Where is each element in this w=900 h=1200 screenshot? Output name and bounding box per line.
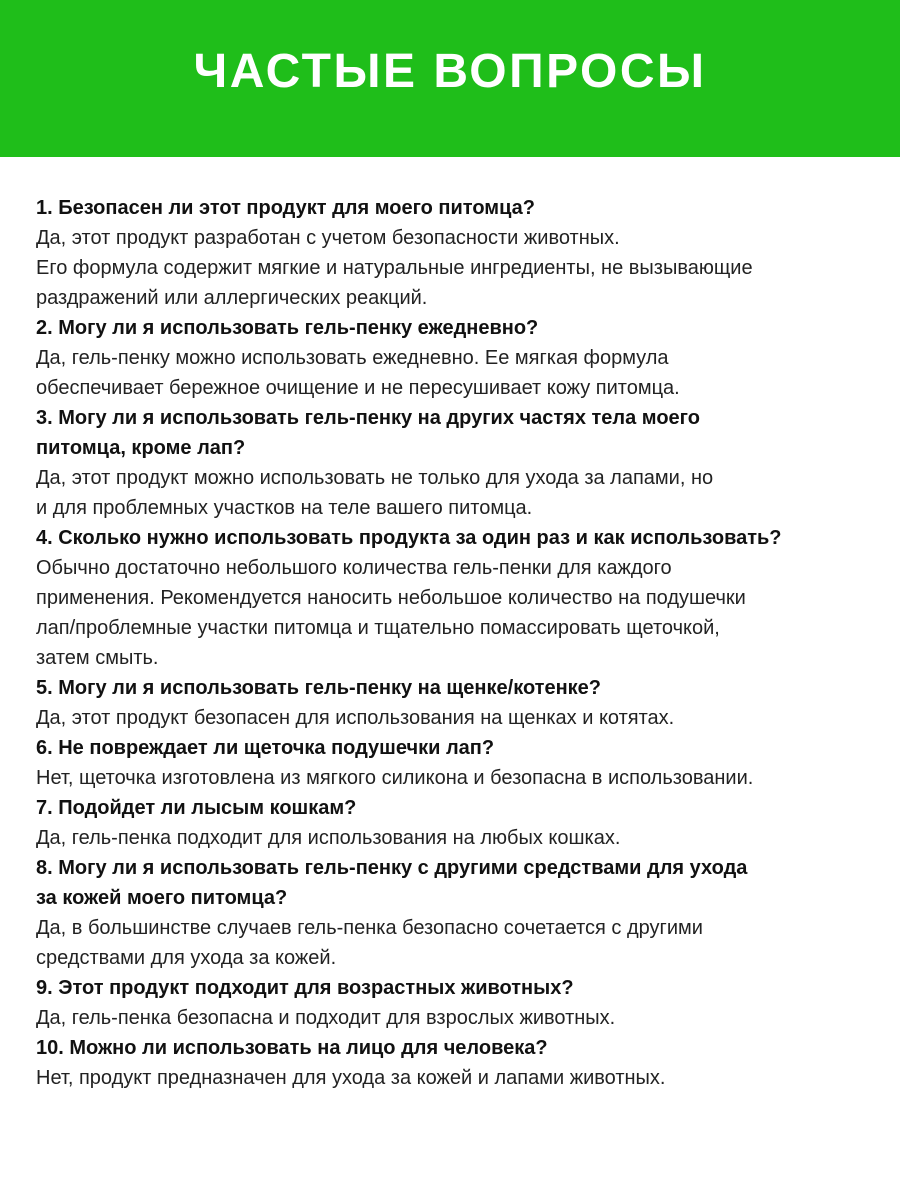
faq-answer: средствами для ухода за кожей. xyxy=(36,947,337,969)
faq-question: 10. Можно ли использовать на лицо для человека? xyxy=(36,1037,548,1059)
header-banner xyxy=(0,0,900,157)
faq-question: питомца, кроме лап? xyxy=(36,437,246,459)
faq-answer: Да, гель-пенку можно использовать ежедневно. Ее мягкая формула xyxy=(36,347,669,369)
faq-item-6 xyxy=(36,733,886,793)
faq-item-3 xyxy=(36,403,886,523)
faq-answer: Да, этот продукт разработан с учетом безопасности животных. xyxy=(36,227,620,249)
faq-answer: Нет, продукт предназначен для ухода за кожей и лапами животных. xyxy=(36,1067,666,1089)
faq-answer: лап/проблемные участки питомца и тщательно помассировать щеточкой, xyxy=(36,617,720,639)
faq-question: за кожей моего питомца? xyxy=(36,887,288,909)
faq-question: 7. Подойдет ли лысым кошкам? xyxy=(36,797,357,819)
page-title: ЧАСТЫЕ ВОПРОСЫ xyxy=(193,45,707,98)
faq-item-2 xyxy=(36,313,886,403)
faq-item-1 xyxy=(36,193,886,313)
faq-answer: применения. Рекомендуется наносить небольшое количество на подушечки xyxy=(36,587,746,609)
faq-answer: Да, в большинстве случаев гель-пенка безопасно сочетается с другими xyxy=(36,917,703,939)
faq-answer: Да, гель-пенка подходит для использования на любых кошках. xyxy=(36,827,621,849)
faq-item-8 xyxy=(36,853,886,973)
faq-question: 5. Могу ли я использовать гель-пенку на щенке/котенке? xyxy=(36,677,602,699)
faq-answer: и для проблемных участков на теле вашего питомца. xyxy=(36,497,533,519)
faq-item-9 xyxy=(36,973,886,1033)
faq-item-4 xyxy=(36,523,886,673)
faq-question: 9. Этот продукт подходит для возрастных животных? xyxy=(36,977,574,999)
faq-answer: Обычно достаточно небольшого количества гель-пенки для каждого xyxy=(36,557,672,579)
faq-answer: Да, этот продукт безопасен для использования на щенках и котятах. xyxy=(36,707,675,729)
faq-answer: Нет, щеточка изготовлена из мягкого силикона и безопасна в использовании. xyxy=(36,767,754,789)
faq-answer: обеспечивает бережное очищение и не пересушивает кожу питомца. xyxy=(36,377,680,399)
faq-answer: Да, этот продукт можно использовать не только для ухода за лапами, но xyxy=(36,467,714,489)
faq-answer: Его формула содержит мягкие и натуральные ингредиенты, не вызывающие xyxy=(36,257,753,279)
faq-item-5 xyxy=(36,673,886,733)
faq-question: 8. Могу ли я использовать гель-пенку с другими средствами для ухода xyxy=(36,857,748,879)
faq-answer: Да, гель-пенка безопасна и подходит для взрослых животных. xyxy=(36,1007,616,1029)
faq-answer: раздражений или аллергических реакций. xyxy=(36,287,428,309)
faq-question: 2. Могу ли я использовать гель-пенку ежедневно? xyxy=(36,317,539,339)
faq-question: 3. Могу ли я использовать гель-пенку на других частях тела моего xyxy=(36,407,700,429)
faq-question: 6. Не повреждает ли щеточка подушечки лап? xyxy=(36,737,495,759)
faq-question: 4. Сколько нужно использовать продукта за один раз и как использовать? xyxy=(36,527,782,549)
faq-list xyxy=(36,193,886,1093)
faq-answer: затем смыть. xyxy=(36,647,159,669)
faq-item-7 xyxy=(36,793,886,853)
faq-question: 1. Безопасен ли этот продукт для моего питомца? xyxy=(36,197,535,219)
faq-item-10 xyxy=(36,1033,886,1093)
